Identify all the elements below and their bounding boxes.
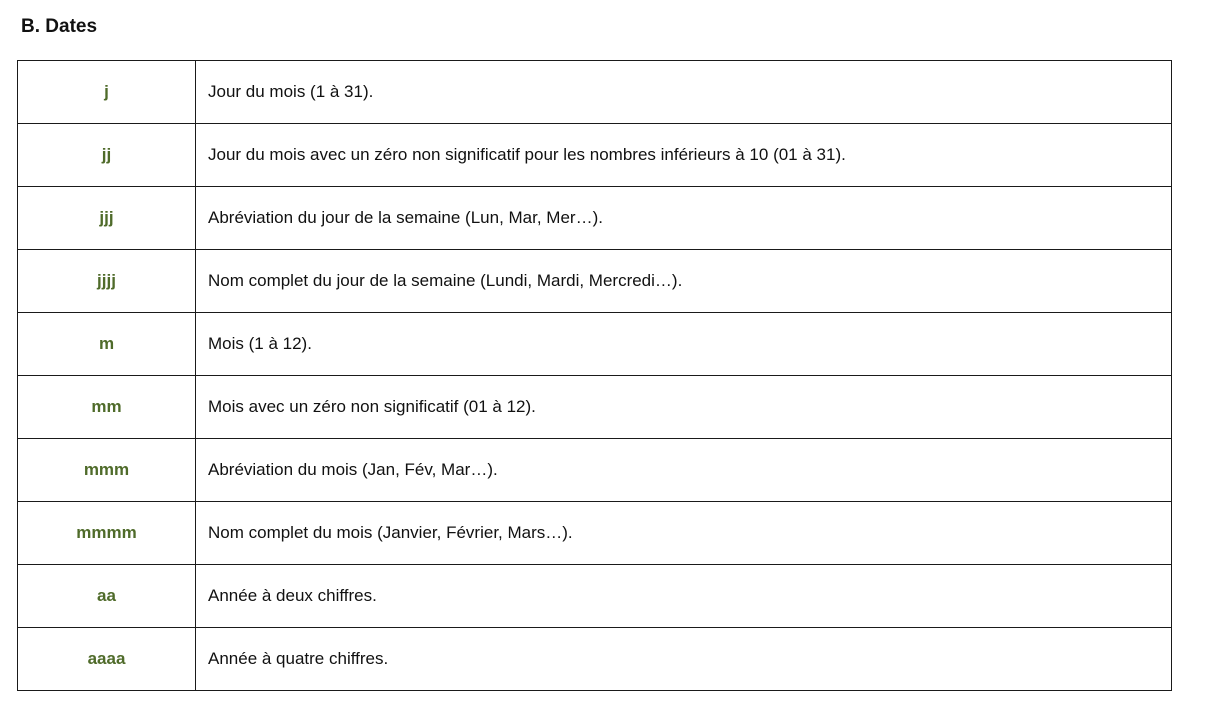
format-description: Mois avec un zéro non significatif (01 à 12). [196, 376, 1172, 439]
table-row [18, 61, 1172, 124]
format-code: mm [18, 376, 196, 439]
format-description: Abréviation du jour de la semaine (Lun, Mar, Mer…). [196, 187, 1172, 250]
format-code: jjjj [18, 250, 196, 313]
date-format-table [17, 60, 1172, 691]
table-row [18, 439, 1172, 502]
format-code: m [18, 313, 196, 376]
format-description: Mois (1 à 12). [196, 313, 1172, 376]
table-row [18, 502, 1172, 565]
format-code: j [18, 61, 196, 124]
table-row [18, 628, 1172, 691]
format-code: aa [18, 565, 196, 628]
table-row [18, 565, 1172, 628]
format-description: Abréviation du mois (Jan, Fév, Mar…). [196, 439, 1172, 502]
format-description: Jour du mois avec un zéro non significatif pour les nombres inférieurs à 10 (01 à 31). [196, 124, 1172, 187]
format-description: Nom complet du jour de la semaine (Lundi, Mardi, Mercredi…). [196, 250, 1172, 313]
section-title: B. Dates [21, 16, 98, 37]
table-row [18, 250, 1172, 313]
table-row [18, 187, 1172, 250]
table-row [18, 124, 1172, 187]
format-code: mmm [18, 439, 196, 502]
format-code: mmmm [18, 502, 196, 565]
format-code: jjj [18, 187, 196, 250]
date-format-table-body [18, 61, 1172, 691]
format-description: Jour du mois (1 à 31). [196, 61, 1172, 124]
format-code: aaaa [18, 628, 196, 691]
format-description: Année à deux chiffres. [196, 565, 1172, 628]
format-code: jj [18, 124, 196, 187]
table-row [18, 376, 1172, 439]
table-row [18, 313, 1172, 376]
format-description: Nom complet du mois (Janvier, Février, Mars…). [196, 502, 1172, 565]
format-description: Année à quatre chiffres. [196, 628, 1172, 691]
